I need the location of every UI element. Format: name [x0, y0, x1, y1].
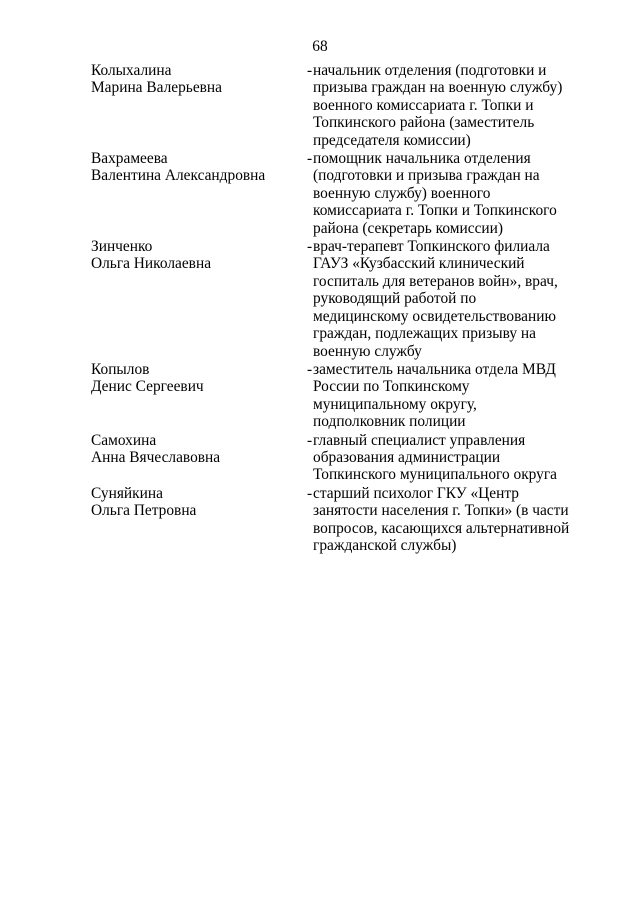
member-given-name: Денис Сергеевич	[91, 378, 204, 396]
member-name	[91, 62, 301, 97]
member-name	[91, 432, 301, 467]
member-entry	[0, 485, 640, 555]
separator-dash: -	[307, 150, 313, 168]
member-entry	[0, 150, 640, 237]
role-line: председателя комиссии)	[313, 131, 471, 149]
role-line: образования администрации	[313, 448, 501, 466]
separator-dash: -	[307, 62, 313, 79]
member-name	[91, 361, 301, 396]
member-role	[313, 238, 581, 360]
member-role	[313, 485, 581, 555]
member-surname: Копылов	[91, 360, 150, 378]
member-surname: Зинченко	[91, 238, 153, 256]
role-line: медицинскому освидетельствованию	[313, 307, 556, 325]
member-entry	[0, 432, 640, 484]
role-line: подполковник полиции	[313, 413, 466, 431]
role-line: госпиталь для ветеранов войн», врач,	[313, 272, 558, 290]
role-line: района (секретарь комиссии)	[313, 219, 503, 237]
role-line: начальник отделения (подготовки и	[313, 62, 547, 79]
member-role	[313, 62, 581, 149]
separator-dash: -	[307, 431, 313, 449]
member-name	[91, 485, 301, 520]
member-name	[91, 238, 301, 273]
member-surname: Вахрамеева	[91, 150, 168, 168]
commission-members-list	[0, 62, 640, 554]
page-number: 68	[312, 38, 328, 55]
member-name	[91, 150, 301, 185]
role-line: врач-терапевт Топкинского филиала	[313, 238, 550, 256]
member-entry	[0, 238, 640, 360]
role-line: главный специалист управления	[313, 431, 526, 449]
role-line: ГАУЗ «Кузбасский клинический	[313, 255, 525, 273]
member-given-name: Валентина Александровна	[91, 167, 266, 185]
role-line: занятости населения г. Топки» (в части	[313, 502, 569, 520]
member-role	[313, 432, 581, 484]
role-line: Топкинского муниципального округа	[313, 466, 558, 484]
role-line: (подготовки и призыва граждан на	[313, 167, 540, 185]
separator-dash: -	[307, 484, 313, 502]
member-given-name: Анна Вячеславовна	[91, 448, 221, 466]
member-entry	[0, 62, 640, 149]
role-line: граждан, подлежащих призыву на	[313, 325, 536, 343]
separator-dash: -	[307, 238, 313, 256]
role-line: комиссариата г. Топки и Топкинского	[313, 202, 557, 220]
role-line: гражданской службы)	[313, 536, 457, 554]
role-line: военную службу) военного	[313, 184, 491, 202]
member-surname: Суняйкина	[91, 484, 163, 502]
role-line: руководящий работой по	[313, 290, 477, 308]
member-role	[313, 150, 581, 237]
role-line: помощник начальника отделения	[313, 150, 531, 168]
member-entry	[0, 361, 640, 431]
role-line: муниципальному округу,	[313, 395, 477, 413]
member-given-name: Марина Валерьевна	[91, 79, 222, 97]
role-line: военную службу	[313, 342, 422, 360]
role-line: призыва граждан на военную службу)	[313, 79, 563, 97]
role-line: Топкинского района (заместитель	[313, 114, 535, 132]
role-line: России по Топкинскому	[313, 378, 470, 396]
role-line: заместитель начальника отдела МВД	[313, 360, 556, 378]
member-surname: Самохина	[91, 431, 157, 449]
member-given-name: Ольга Петровна	[91, 502, 197, 520]
role-line: военного комиссариата г. Топки и	[313, 96, 534, 114]
role-line: старший психолог ГКУ «Центр	[313, 484, 519, 502]
role-line: вопросов, касающихся альтернативной	[313, 519, 570, 537]
member-role	[313, 361, 581, 431]
member-given-name: Ольга Николаевна	[91, 255, 212, 273]
separator-dash: -	[307, 360, 313, 378]
member-surname: Колыхалина	[91, 62, 172, 79]
